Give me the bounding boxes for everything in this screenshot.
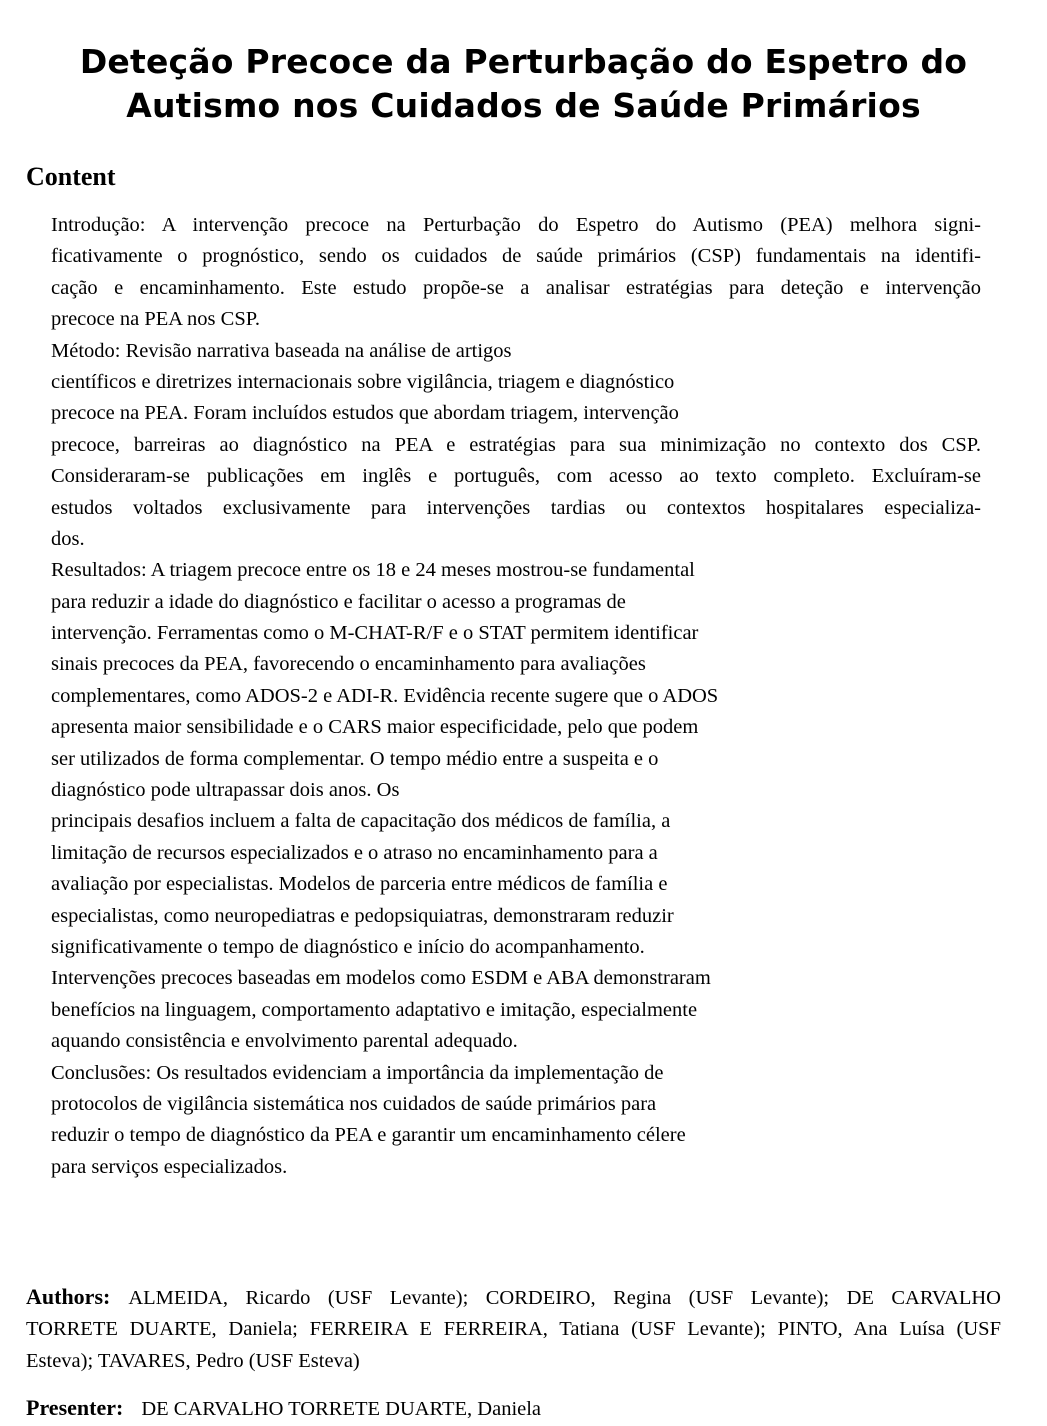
title-line-2: Autismo nos Cuidados de Saúde Primários xyxy=(126,86,921,125)
abstract-line: para reduzir a idade do diagnóstico e facilitar o acesso a programas de xyxy=(51,590,626,613)
authors-line-1-text: ALMEIDA, Ricardo (USF Levante); CORDEIRO, Regina (USF Levante); DE CARVALHO xyxy=(128,1287,1001,1309)
abstract-line: complementares, como ADOS-2 e ADI-R. Evidência recente sugere que o ADOS xyxy=(51,684,719,707)
presenter-block xyxy=(26,1392,1001,1425)
title-line-1: Deteção Precoce da Perturbação do Espetro do xyxy=(79,42,968,81)
authors-line-2: TORRETE DUARTE, Daniela; FERREIRA E FERREIRA, Tatiana (USF Levante); PINTO, Ana Luísa (USF xyxy=(26,1318,1001,1341)
abstract-line: estudos voltados exclusivamente para intervenções tardias ou contextos hospitalares especializa- xyxy=(51,496,981,519)
authors-line-3: Esteva); TAVARES, Pedro (USF Esteva) xyxy=(26,1349,360,1372)
abstract-line: precoce, barreiras ao diagnóstico na PEA e estratégias para sua minimização no contexto dos CSP. xyxy=(51,433,981,456)
abstract-line: Intervenções precoces baseadas em modelos como ESDM e ABA demonstraram xyxy=(51,967,711,990)
abstract-line: para serviços especializados. xyxy=(51,1155,288,1178)
authors-block xyxy=(26,1281,1001,1377)
abstract-line: reduzir o tempo de diagnóstico da PEA e garantir um encaminhamento célere xyxy=(51,1124,686,1147)
abstract-line: científicos e diretrizes internacionais sobre vigilância, triagem e diagnóstico xyxy=(51,370,675,393)
abstract-line: limitação de recursos especializados e o atraso no encaminhamento para a xyxy=(51,841,658,864)
abstract-line: precoce na PEA. Foram incluídos estudos que abordam triagem, intervenção xyxy=(51,402,679,425)
abstract-line: Consideraram-se publicações em inglês e português, com acesso ao texto completo. Excluíram-se xyxy=(51,465,981,488)
abstract-line: dos. xyxy=(51,527,85,550)
presenter-name: DE CARVALHO TORRETE DUARTE, Daniela xyxy=(141,1398,542,1420)
abstract-body xyxy=(51,210,981,1183)
abstract-line: ser utilizados de forma complementar. O tempo médio entre a suspeita e o xyxy=(51,747,659,770)
abstract-line: apresenta maior sensibilidade e o CARS maior especificidade, pelo que podem xyxy=(51,716,699,739)
abstract-line: Resultados: A triagem precoce entre os 18 e 24 meses mostrou-se fundamental xyxy=(51,559,695,582)
abstract-line: significativamente o tempo de diagnóstico e início do acompanhamento. xyxy=(51,935,645,958)
presenter-label: Presenter: xyxy=(26,1395,124,1420)
content-section-heading: Content xyxy=(26,162,116,191)
abstract-line: protocolos de vigilância sistemática nos cuidados de saúde primários para xyxy=(51,1092,657,1115)
abstract-line: especialistas, como neuropediatras e pedopsiquiatras, demonstraram reduzir xyxy=(51,904,674,927)
abstract-line: principais desafios incluem a falta de capacitação dos médicos de família, a xyxy=(51,810,671,833)
abstract-line: Introdução: A intervenção precoce na Perturbação do Espetro do Autismo (PEA) melhora signi- xyxy=(51,214,981,236)
abstract-line: Método: Revisão narrativa baseada na análise de artigos xyxy=(51,339,512,362)
abstract-line: avaliação por especialistas. Modelos de parceria entre médicos de família e xyxy=(51,873,668,896)
abstract-line: Conclusões: Os resultados evidenciam a importância da implementação de xyxy=(51,1061,664,1084)
abstract-line: cação e encaminhamento. Este estudo propõe-se a analisar estratégias para deteção e intervenção xyxy=(51,276,981,299)
authors-line-1 xyxy=(26,1281,1001,1314)
abstract-line: benefícios na linguagem, comportamento adaptativo e imitação, especialmente xyxy=(51,998,698,1021)
authors-label: Authors: xyxy=(26,1284,111,1309)
abstract-line: diagnóstico pode ultrapassar dois anos. Os xyxy=(51,779,400,802)
abstract-line: intervenção. Ferramentas como o M-CHAT-R/F e o STAT permitem identificar xyxy=(51,622,699,645)
abstract-line: ficativamente o prognóstico, sendo os cuidados de saúde primários (CSP) fundamentais na identifi- xyxy=(51,245,981,268)
abstract-line: aquando consistência e envolvimento parental adequado. xyxy=(51,1030,518,1053)
document-title xyxy=(0,40,1047,128)
abstract-line: sinais precoces da PEA, favorecendo o encaminhamento para avaliações xyxy=(51,653,646,676)
abstract-line: precoce na PEA nos CSP. xyxy=(51,308,260,331)
